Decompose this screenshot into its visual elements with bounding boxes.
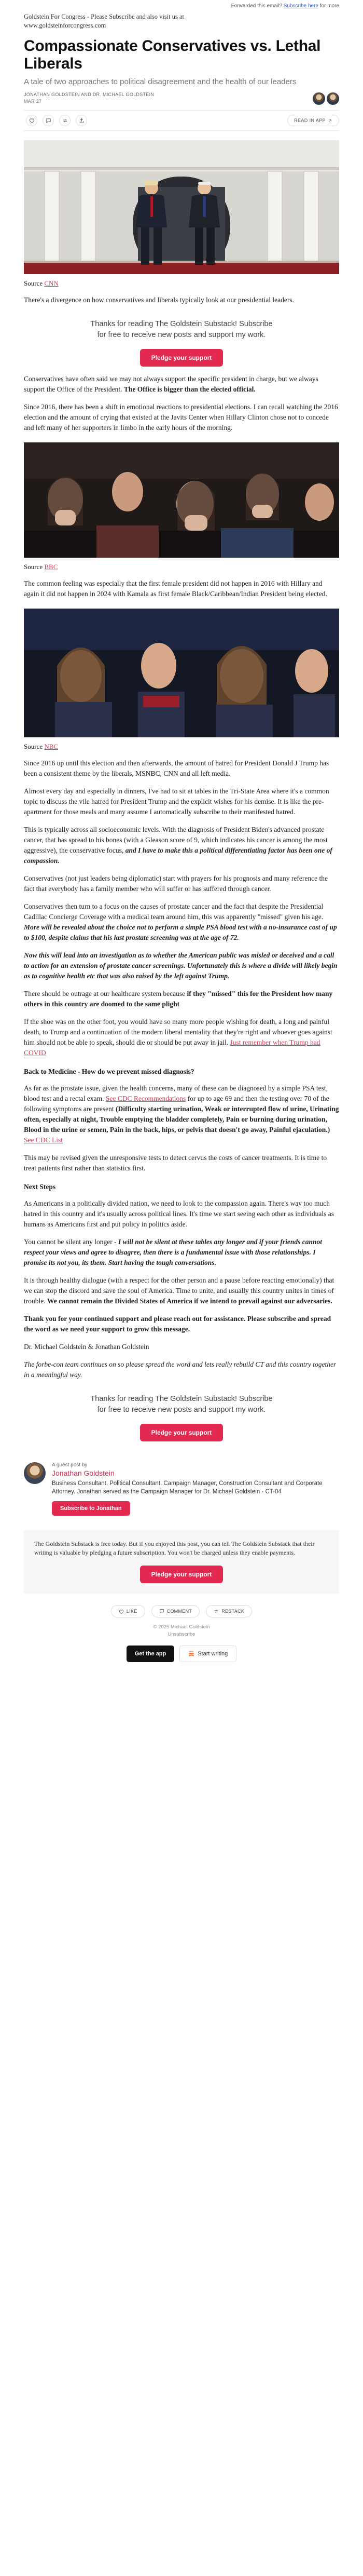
source-label: Source (24, 563, 43, 571)
photo-source-cnn (24, 279, 339, 288)
subscribe-here-link[interactable]: Subscribe here (283, 3, 318, 9)
get-app-label: Get the app (134, 1651, 166, 1657)
subscribe-text: Thanks for reading The Goldstein Substack! Subscribe for free to receive new posts and support my work. (90, 320, 273, 339)
start-writing-label: Start writing (198, 1651, 228, 1657)
comment-label: COMMENT (166, 1609, 192, 1614)
paragraph (24, 901, 339, 943)
section-heading-next-steps: Next Steps (24, 1183, 56, 1191)
pledge-support-button[interactable]: Pledge your support (140, 1566, 224, 1583)
paragraph (24, 1083, 339, 1145)
pledge-footer-text: The Goldstein Substack is free today. But if you enjoyed this post, you can tell The Goldstein Substack that their writing is valuable by pledging a future subscription. You won't be charged unless they enable payments. (34, 1540, 315, 1556)
signature: Dr. Michael Goldstein & Jonathan Goldstein (24, 1343, 149, 1351)
bottom-action-bar (24, 1605, 339, 1617)
subscribe-text: Thanks for reading The Goldstein Substack! Subscribe for free to receive new posts and support my work. (90, 1395, 273, 1414)
paragraph-text: This is typically across all socioeconomic levels. With the diagnosis of President Biden's advanced prostate cancer, that has spread to his bones (with a Gleason score of 9, which indicates his cancer is among the most aggressive), the conservative focus, (24, 826, 328, 854)
restack-icon[interactable] (59, 115, 71, 126)
paragraph: Since 2016 up until this election and then afterwards, the amount of hatred for President Donald J Trump has been a consistent theme by the liberals, MSNBC, CNN and all left media. (24, 759, 329, 777)
paragraph: Thank you for your continued support and please reach out for assistance. Please subscribe and spread the word as we need your support to grow this message. (24, 1315, 331, 1333)
forward-suffix: for more (319, 3, 339, 9)
restack-label: RESTACK (221, 1609, 245, 1614)
pledge-support-button[interactable]: Pledge your support (140, 1424, 224, 1441)
author-names[interactable]: JONATHAN GOLDSTEIN AND DR. MICHAEL GOLDSTEIN (24, 92, 155, 97)
photo-source-nbc (24, 743, 339, 751)
paragraph-bold: The Office is bigger than the elected official. (123, 385, 256, 393)
paragraph-text: There should be outrage at our healthcare system because (24, 990, 187, 997)
guest-name[interactable]: Jonathan Goldstein (52, 1469, 115, 1477)
restack-icon (214, 1609, 219, 1614)
paragraph: Almost every day and especially in dinners, I've had to sit at tables in the Tri-State Area where it's a common topic to discuss the vile hatred for President Trump and the explicit wishes for his demise. It is like the pre-apartment for those meals and many assume I automatically subscribe to their manifested hatred. (24, 787, 329, 816)
subscribe-box (24, 319, 339, 367)
paragraph (24, 1017, 339, 1058)
paragraph (24, 1237, 339, 1268)
comment-icon (159, 1609, 164, 1614)
copyright-block (24, 1624, 339, 1638)
preheader (24, 12, 339, 30)
paragraph-text: You cannot be silent any longer - (24, 1238, 118, 1246)
post-date: MAR 27 (24, 99, 42, 104)
paragraph (24, 374, 339, 395)
subscribe-to-jonathan-button[interactable]: Subscribe to Jonathan (52, 1501, 130, 1516)
photo-sad-crowd[interactable] (24, 609, 339, 737)
post-action-bar (24, 110, 339, 131)
paragraph (24, 1275, 339, 1306)
photo-crying-supporters[interactable] (24, 442, 339, 558)
symptoms-list: (Difficulty starting urination, Weak or interrupted flow of urine, Urinating often, especially at night, Trouble emptying the bladder completely, Pain or burning during urination, Blood in the urine or semen, Pain in the back, hips, or pelvis that doesn't go away, Painful ejaculation.) (24, 1105, 339, 1134)
section-heading-medicine: Back to Medicine - How do we prevent missed diagnosis? (24, 1068, 194, 1075)
avatar[interactable] (313, 92, 325, 105)
forward-text: Forwarded this email? (231, 3, 282, 9)
heart-icon (119, 1609, 124, 1614)
paragraph-emphasis: I will not be silent at these tables any longer and if your friends cannot respect your views and agree to disagree, then there is a fundamental issue with those relationships. I promise its not you, its them. Start having the tough conversations. (24, 1238, 323, 1266)
read-in-app-label: READ IN APP (294, 118, 326, 123)
post-subtitle: A tale of two approaches to political disagreement and the health of our leaders (24, 77, 297, 86)
paragraph: Conservatives (not just leaders being diplomatic) start with prayers for his prognosis and many reference the fact that everybody has a family member who will suffer or has suffered through cancer. (24, 874, 328, 893)
arrow-icon (328, 118, 332, 123)
paragraph-emphasis: More will be revealed about the choice not to perform a simple PSA blood test with a no-insurance cost of up to $100, despite claims that his last prostate screening was at the age of 72. (24, 923, 337, 941)
photo-white-house[interactable] (24, 140, 339, 274)
paragraph-text: It is through healthy dialogue (with a respect for the other person and a pause before reacting emotionally) that we can stop the discord and save the soul of America. Time to unite, and usually this country unites in times of trouble. (24, 1276, 334, 1305)
guest-bio: Business Consultant, Political Consultant, Campaign Manager, Construction Consultant and Corporate Attorney. Jonathan served as the Campaign Manager for Dr. Michael Goldstein - CT-04 (52, 1480, 323, 1495)
like-button[interactable] (111, 1605, 145, 1617)
paragraph: The common feeling was especially that the first female president did not happen in 2016 with Hillary and again it did not happen in 2024 with Kamala as first female Black/Caribbean/Indian President being elected. (24, 579, 327, 598)
guest-author-card (24, 1462, 339, 1516)
comment-icon[interactable] (43, 115, 54, 126)
substack-logo-icon (188, 1651, 194, 1657)
byline (24, 91, 339, 105)
paragraph (24, 989, 339, 1009)
preheader-line1: Goldstein For Congress - Please Subscribe and also visit us at (24, 13, 184, 20)
source-link-cnn[interactable]: CNN (44, 279, 59, 287)
source-label: Source (24, 279, 43, 287)
guest-label: A guest post by (52, 1462, 88, 1468)
app-links (24, 1646, 339, 1673)
get-the-app-button[interactable] (127, 1646, 175, 1662)
paragraph: This may be revised given the unresponsive tests to detect cervus the costs of cancer treatments. It is time to treat patients first rather than statistics first. (24, 1154, 327, 1172)
paragraph-bold: if they "missed" this for the President how many others in this country are doomed to the same plight (24, 990, 333, 1008)
like-label: LIKE (126, 1609, 137, 1614)
start-writing-button[interactable] (179, 1646, 236, 1662)
subscribe-box (24, 1394, 339, 1441)
author-avatars (313, 92, 339, 105)
covid-link[interactable]: Just remember when Trump had COVID (24, 1039, 320, 1057)
paragraph: There's a divergence on how conservatives and liberals typically look at our presidential leaders. (24, 296, 295, 304)
heart-icon[interactable] (26, 115, 37, 126)
paragraph-text: for up to age 69 and then the testing over 70 of the following symptoms are present (24, 1095, 329, 1113)
paragraph-bold: We cannot remain the Divided States of America if we intend to prevail against our adversaries. (47, 1297, 332, 1305)
paragraph: Since 2016, there has been a shift in emotional reactions to presidential elections. I can recall watching the 2016 election and the amount of crying that existed at the Javits Center when Hillary Clinton chose not to concede and left many of her supporters in limbo in the early hours of the morning. (24, 403, 338, 431)
paragraph-text: If the shoe was on the other foot, you would have so many more people wishing for death, a long and painful death, to Trump and a continuation of the modern liberal mentality that they're right and whoever goes against him should not be able to speak, should die or should be put away in jail. (24, 1018, 332, 1046)
share-icon[interactable] (76, 115, 87, 126)
copyright-text: © 2025 Michael Goldstein (153, 1624, 210, 1630)
avatar[interactable] (327, 92, 339, 105)
avatar[interactable] (24, 1462, 46, 1484)
pledge-support-button[interactable]: Pledge your support (140, 349, 224, 367)
source-link-bbc[interactable]: BBC (44, 563, 58, 571)
paragraph-text: As far as the prostate issue, given the health concerns, many of these can be diagnosed by a simple PSA test, blood test and a rectal exam. (24, 1084, 328, 1102)
paragraph-emphasis: and I have to make this a political differentiating factor has been one of compassion. (24, 846, 332, 865)
source-link-nbc[interactable]: NBC (44, 743, 59, 750)
paragraph-text: Conservatives then turn to a focus on the causes of prostate cancer and the fact that despite the Presidential Cadillac Concierge Coverage with a medical team around him, this was apparently "missed" given his age. (24, 902, 324, 921)
forward-banner (0, 0, 363, 11)
read-in-app-button[interactable] (287, 115, 339, 126)
source-label: Source (24, 743, 43, 750)
paragraph-text: Conservatives have often said we may not always support the specific president in charge, but we always support the Office of the President. (24, 375, 318, 393)
cdc-recommendations-link[interactable]: See CDC Recommendations (105, 1095, 186, 1102)
cdc-list-link[interactable]: See CDC List (24, 1136, 63, 1144)
comment-button[interactable] (151, 1605, 200, 1617)
paragraph: As Americans in a politically divided nation, we need to look to the compassion again. There's way too much hatred in this country and it's usually across political lines. It's time we start seeing each other as individuals as humans as Americans first and put policy in politics aside. (24, 1199, 334, 1228)
paragraph (24, 825, 339, 866)
preheader-link[interactable]: www.goldsteinforcongress.com (24, 22, 106, 29)
photo-source-bbc (24, 563, 339, 571)
paragraph: The forbe-con team continues on so please spread the word and lets really rebuild CT and this country together in a meaningful way. (24, 1360, 337, 1379)
post-container (24, 12, 339, 1673)
pledge-footer (24, 1530, 339, 1594)
paragraph: Now this will lead into an investigation as to whether the American public was misled or deceived and a call to action for an extension of prostate cancer screenings. Unfortunately this is where a divide will likely begin as to cognitive health etc that was also raised by the left against Trump. (24, 951, 338, 980)
restack-button[interactable] (206, 1605, 252, 1617)
unsubscribe-link[interactable]: Unsubscribe (167, 1631, 196, 1637)
post-title[interactable]: Compassionate Conservatives vs. Lethal Liberals (24, 37, 321, 72)
